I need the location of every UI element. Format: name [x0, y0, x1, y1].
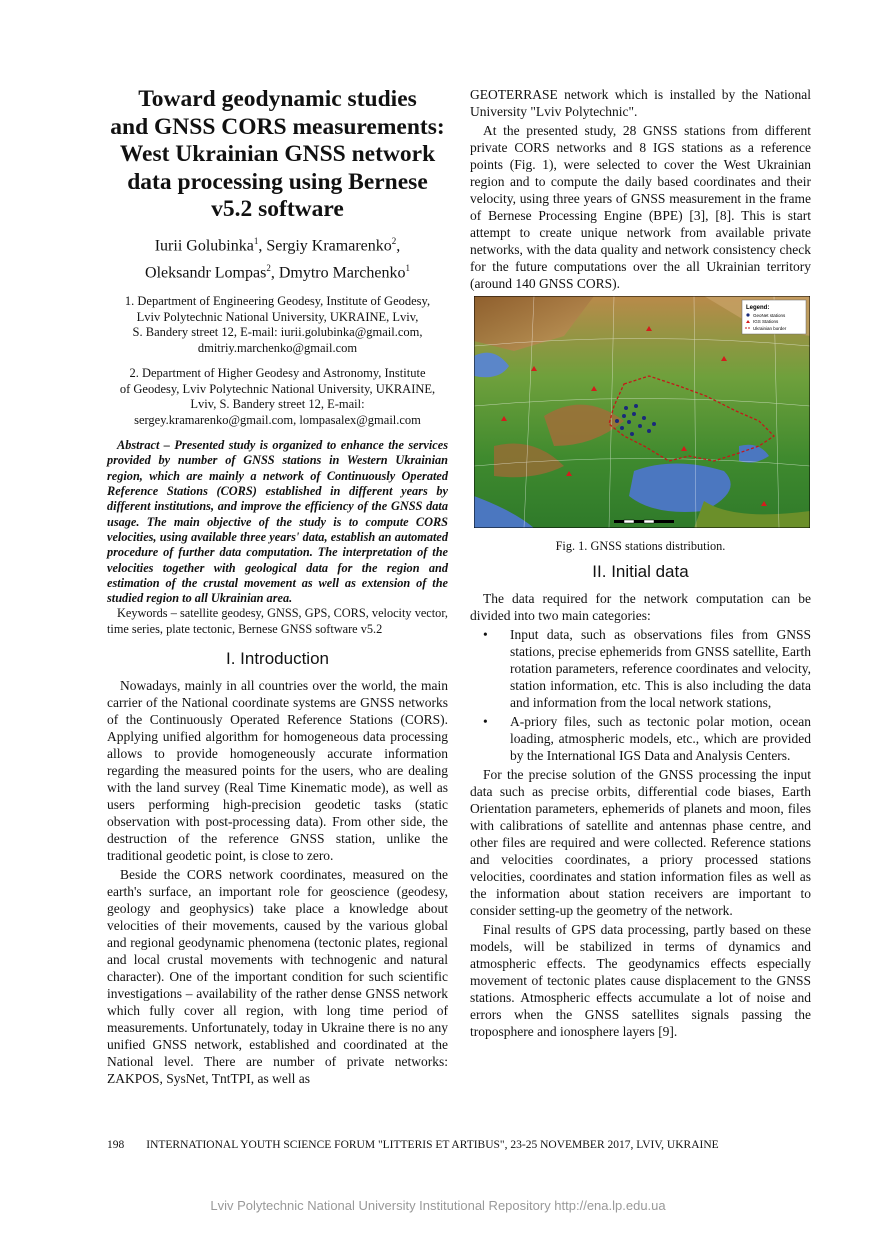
- legend-item-igs: IGS Stations: [753, 319, 779, 324]
- affiliation-2: 2. Department of Higher Geodesy and Astronomy, Institute of Geodesy, Lviv Polytechnic National University, UKRAINE, Lviv, S. Bandery street 12, E-mail: sergey.kramarenko@gmail.com, lompasalex@gmail.com: [119, 366, 436, 427]
- page-number: 198: [107, 1139, 125, 1151]
- paragraph: Beside the CORS network coordinates, measured on the earth's surface, an important role for geoscience (geodesy, geology and geophysics) take place a knowledge about velocities of their movements, caused by the various global and regional geodynamic phenomena (tectonic plates, regional and local crustal movements with technogenic and natural character). One of the important condition for such scientific investigations – availability of the rather dense GNSS network which fully cover all region, with long time period of measurements. Unfortunately, today in Ukraine there is no any unified GNSS network, established and coordinated at the National level. There are number of private networks: ZAKPOS, SysNet, TntTPI, as well as: [107, 867, 448, 1087]
- station-map-figure: [474, 296, 810, 528]
- legend-item-geonet: GeoNet stations: [753, 313, 786, 318]
- right-column: [470, 86, 811, 1042]
- section-heading-introduction: I. Introduction: [225, 649, 329, 669]
- list-item: • A-priory files, such as tectonic polar motion, ocean loading, atmospheric models, etc., which are provided by the International IGS Data and Analysis Centers.: [483, 714, 811, 763]
- author-name: Oleksandr Lompas: [145, 264, 267, 282]
- abstract: Abstract – Presented study is organized to enhance the services provided by number of GNSS stations in Western Ukrainian region, which are mainly a network of Continuously Operated Reference Stations (CORS) established in different years by different institutions, and improve the efficiency of the GNSS data usage. The main objective of the study is to compute CORS velocities, using available three years' data, establish an automated procedure of further data computation. The interpretation of the velocities together with geological data for the region and estimation of the crustal movement as well as extension of the studied region to all Ukrainian area.: [107, 438, 448, 606]
- conference-name: INTERNATIONAL YOUTH SCIENCE FORUM "LITTERIS ET ARTIBUS", 23-25 NOVEMBER 2017, LVIV, UKRAINE: [146, 1139, 719, 1151]
- bullet-icon: •: [483, 714, 488, 729]
- paragraph: Nowadays, mainly in all countries over the world, the main carrier of the National coordinate systems are GNSS networks of the Continuously Operated Reference Stations (CORS). Applying unified algorithm for homogeneous data processing allows to provide homogeneously accurate information regarding the measured points for the users, who are dealing with the land survey (Real Time Kinematic mode), as well as users performing high-precision geodetic tasks (static observation with post-processing data). From other side, the destruction of the reference GNSS station, unlike the traditional geodetic point, is close to zero.: [107, 678, 448, 864]
- paragraph: GEOTERRASE network which is installed by the National University "Lviv Polytechnic".: [470, 87, 811, 119]
- author-name: Sergiy Kramarenko: [266, 236, 392, 254]
- paragraph: For the precise solution of the GNSS processing the input data such as precise orbits, differential code biases, Earth Orientation parameters, ephemerids of planets and moon, files with calibrations of satellite and antennas phase centre, and other files are required and were collected. Reference stations and velocities coordinates, a priory processed stations velocities, coordinates and station information files as well as the information about station receivers are important to consider setting-up the geometry of the network.: [470, 767, 811, 918]
- paragraph: The data required for the network computation can be divided into two main categories:: [470, 591, 811, 623]
- keywords: Keywords – satellite geodesy, GNSS, GPS, CORS, velocity vector, time series, plate tectonic, Bernese GNSS software v5.2: [107, 606, 448, 636]
- legend-title: Legend:: [746, 305, 770, 311]
- affiliation-1: 1. Department of Engineering Geodesy, Institute of Geodesy, Lviv Polytechnic National University, UKRAINE, Lviv, S. Bandery street 12, E-mail: iurii.golubinka@gmail.com, dmitriy.marchenko@gmail.com: [124, 294, 431, 355]
- list-item: • Input data, such as observations files from GNSS stations, precise ephemerids from GNSS satellite, Earth rotation parameters, reference coordinates and velocity, station information, etc. This is also including the data and information from the local network stations,: [483, 627, 811, 710]
- scale-bar: [614, 520, 674, 523]
- bullet-icon: •: [483, 627, 488, 642]
- legend-item-border: Ukrainian border: [753, 326, 787, 331]
- terrain-map: [474, 296, 810, 528]
- author-name: Iurii Golubinka: [154, 236, 254, 254]
- paper-title: Toward geodynamic studies and GNSS CORS measurements: West Ukrainian GNSS network data processing using Bernese v5.2 software: [110, 86, 445, 222]
- author-name: Dmytro Marchenko: [278, 264, 406, 282]
- paragraph: Final results of GPS data processing, partly based on these models, will be stabilized in terms of dynamics and atmospheric effects. The geodynamics effects especially movement of tectonic plates cause displacement to the GNSS stations. Atmospheric effects accumulate a lot of noise and errors when the GNSS satellites signals passing the troposphere and ionosphere layers [9].: [470, 922, 811, 1039]
- figure-caption: Fig. 1. GNSS stations distribution.: [555, 539, 726, 553]
- repository-watermark: Lviv Polytechnic National University Institutional Repository http://ena.lp.edu.ua: [210, 1198, 666, 1213]
- section-heading-initial-data: II. Initial data: [592, 562, 689, 581]
- left-column: [107, 86, 448, 1089]
- page-footer: [107, 1139, 719, 1151]
- author-list: Iurii Golubinka$^1$, Sergiy Kramarenko$^2$, Oleksandr Lompas$^2$, Dmytro Marchenko$^1$: [145, 235, 410, 282]
- bullet-list: [470, 626, 811, 764]
- paragraph: At the presented study, 28 GNSS stations from different private CORS networks and 8 IGS stations as a reference points (Fig. 1), were selected to cover the West Ukrainian region and to compute the daily based coordinates and their velocity, using three years of GNSS measurement in the frame of Bernese Processing Engine (BPE) [3], [8]. This is start attempt to create unique network from available private networks, with the data quality and network consistency check for the future computations over the all Ukrainian territory (around 140 GNSS CORS).: [470, 123, 811, 291]
